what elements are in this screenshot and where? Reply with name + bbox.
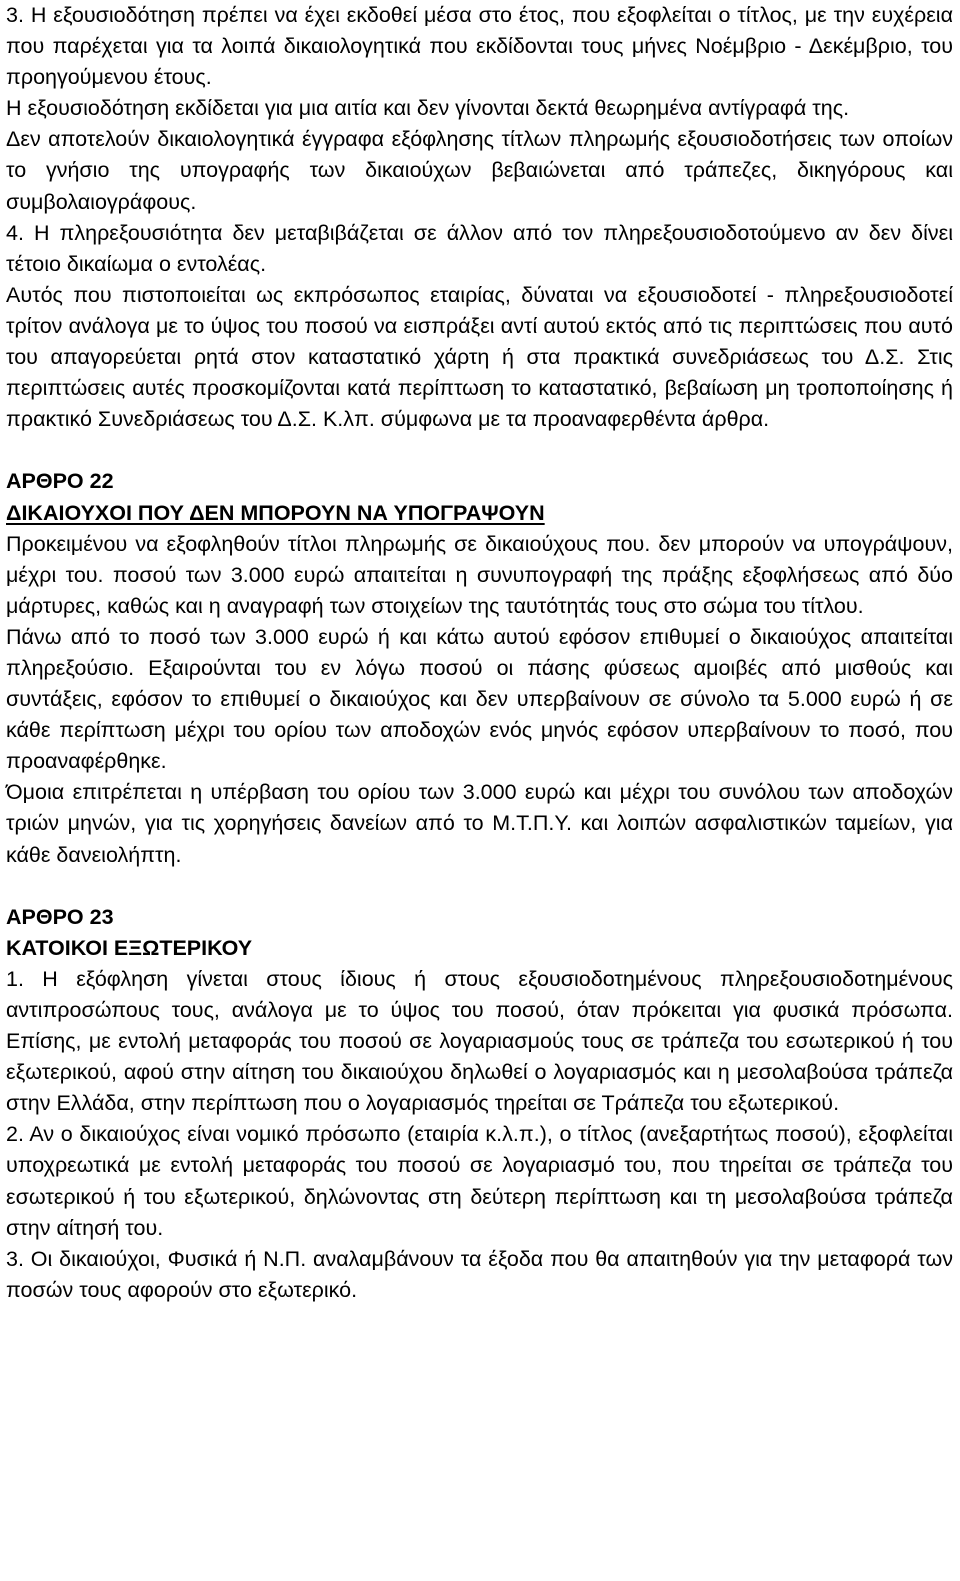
article-23-paragraph-1: 1. Η εξόφληση γίνεται στους ίδιους ή στους εξουσιοδοτημένους πληρεξουσιοδοτημένους αντιπροσώπους τους, ανάλογα με το ύψος του ποσού, όταν πρόκειται για φυσικά πρόσωπα. Επίσης, με εντολή μεταφοράς του ποσού σε λογαριασμούς τους σε τράπεζα του εσωτερικού ή του εξωτερικού, αφού στην αίτηση του δικαιούχου δηλωθεί ο λογαριασμός και η μεσολαβούσα τράπεζα στην Ελλάδα, στην περίπτωση που ο λογαριασμός τηρείται σε Τράπεζα του εξωτερικού. [6,966,953,1116]
article-22-section [6,466,953,870]
article-23-paragraph-3: 3. Οι δικαιούχοι, Φυσικά ή Ν.Π. αναλαμβάνουν τα έξοδα που θα απαιτηθούν για την μεταφορά των ποσών τους αφορούν στο εξωτερικό. [6,1246,953,1302]
spacer [6,435,953,466]
paragraph-4-power-of-attorney: 4. Η πληρεξουσιότητα δεν μεταβιβάζεται σε άλλον από τον πληρεξουσιοδοτούμενο αν δεν δίνει τέτοιο δικαίωμα ο εντολέας. [6,220,953,276]
intro-section [6,0,953,435]
article-22-paragraph-3: Όμοια επιτρέπεται η υπέρβαση του ορίου των 3.000 ευρώ και μέχρι του συνόλου των αποδοχών τριών μηνών, για τις χορηγήσεις δανείων από το Μ.Τ.Π.Υ. και λοιπών ασφαλιστικών ταμείων, για κάθε δανειολήπτη. [6,780,953,867]
article-23-number: ΑΡΘΡΟ 23 [6,904,114,929]
article-22-paragraph-1: Προκειμένου να εξοφληθούν τίτλοι πληρωμής σε δικαιούχους που. δεν μπορούν να υπογράψουν, μέχρι του. ποσού των 3.000 ευρώ απαιτείται η συνυπογραφή της πράξης εξοφλήσεως από δύο μάρτυρες, καθώς και η αναγραφή των στοιχείων της ταυτότητάς τους στο σώμα του τίτλου. [6,531,953,618]
paragraph-3-authorization-period: 3. Η εξουσιοδότηση πρέπει να έχει εκδοθεί μέσα στο έτος, που εξοφλείται ο τίτλος, με την ευχέρεια που παρέχεται για τα λοιπά δικαιολογητικά που εκδίδονται τους μήνες Νοέμβριο - Δεκέμβριο, του προηγούμενου έτους. [6,3,953,90]
article-23-title: ΚΑΤΟΙΚΟΙ ΕΞΩΤΕΡΙΚΟΥ [6,935,253,960]
article-23-paragraph-2: 2. Αν ο δικαιούχος είναι νομικό πρόσωπο (εταιρία κ.λ.π.), ο τίτλος (ανεξαρτήτως ποσού), εξοφλείται υποχρεωτικά με εντολή μεταφοράς του ποσού σε λογαριασμό του, που τηρείται σε τράπεζα του εσωτερικού ή του εξωτερικού, δηλώνοντας στη δεύτερη περίπτωση και τη μεσολαβούσα τράπεζα στην αίτησή του. [6,1122,953,1240]
article-22-paragraph-2: Πάνω από το ποσό των 3.000 ευρώ ή και κάτω αυτού εφόσον επιθυμεί ο δικαιούχος απαιτείται πληρεξούσιο. Εξαιρούνται του εν λόγω ποσού οι πάσης φύσεως αμοιβές από μισθούς και συντάξεις, εφόσον το επιθυμεί ο δικαιούχος και δεν υπερβαίνουν σε σύνολο τα 5.000 ευρώ ή σε κάθε περίπτωση μέχρι του ορίου των αποδοχών ενός μηνός εφόσον υπερβαίνουν το ποσό, που προαναφέρθηκε. [6,624,953,774]
article-23-section [6,902,953,1306]
article-22-number: ΑΡΘΡΟ 22 [6,469,114,494]
paragraph-company-representative: Αυτός που πιστοποιείται ως εκπρόσωπος εταιρίας, δύναται να εξουσιοδοτεί - πληρεξουσιοδοτεί τρίτον ανάλογα με το ύψος του ποσού να εισπράξει αντί αυτού εκτός από τις περιπτώσεις που αυτό του απαγορεύεται ρητά στον καταστατικό χάρτη ή στα πρακτικά συνεδριάσεως του Δ.Σ. Στις περιπτώσεις αυτές προσκομίζονται κατά περίπτωση το καταστατικό, βεβαίωση μη τροποποίησης ή πρακτικό Συνεδριάσεως του Δ.Σ. Κ.λπ. σύμφωνα με τα προαναφερθέντα άρθρα. [6,282,953,432]
paragraph-invalid-documents: Δεν αποτελούν δικαιολογητικά έγγραφα εξόφλησης τίτλων πληρωμής εξουσιοδοτήσεις των οποίων το γνήσιο της υπογραφής των δικαιούχων βεβαιώνεται από τράπεζες, δικηγόρους και συμβολαιογράφους. [6,127,953,214]
article-22-title: ΔΙΚΑΙΟΥΧΟΙ ΠΟΥ ΔΕΝ ΜΠΟΡΟΥΝ ΝΑ ΥΠΟΓΡΑΨΟΥΝ [6,500,545,525]
paragraph-authorization-single-cause: Η εξουσιοδότηση εκδίδεται για μια αιτία και δεν γίνονται δεκτά θεωρημένα αντίγραφά της. [6,96,850,121]
spacer [6,871,953,902]
